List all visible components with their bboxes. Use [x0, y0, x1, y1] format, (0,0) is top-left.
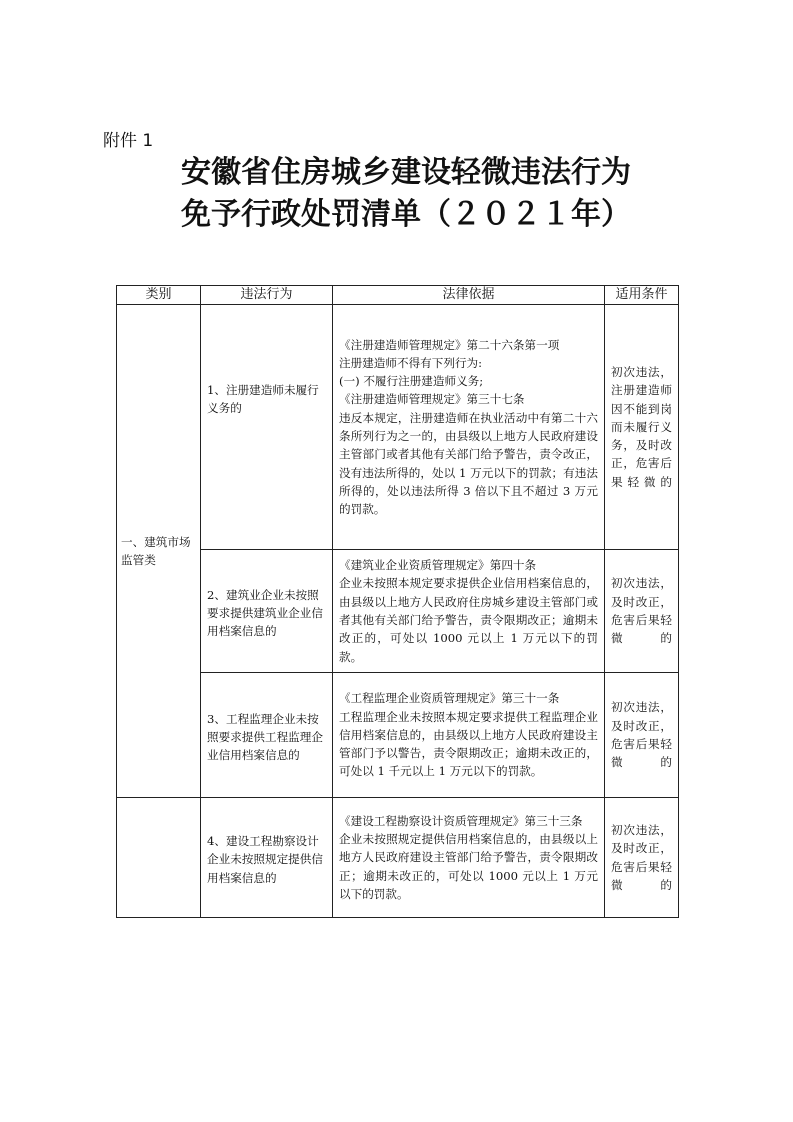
legal-basis-cell	[333, 305, 605, 550]
law-line: 《注册建造师管理规定》第三十七条	[339, 392, 525, 407]
legal-basis-cell	[333, 550, 605, 673]
law-line: 《建设工程勘察设计资质管理规定》第三十三条	[339, 813, 583, 828]
law-line: (一) 不履行注册建造师义务;	[339, 374, 484, 389]
penalty-exemption-table	[116, 285, 679, 918]
header-legal-basis: 法律依据	[333, 286, 605, 305]
category-cell: 一、建筑市场监管类	[117, 305, 201, 798]
legal-basis-cell	[333, 673, 605, 798]
table-row	[117, 305, 679, 550]
title-line-2: 免予行政处罚清单（２０２１年）	[181, 197, 631, 232]
category-cell-empty	[117, 798, 201, 918]
law-line: 企业未按照规定提供信用档案信息的，由县级以上地方人民政府建设主管部门给予警告，责令限期改正；逾期未改正的，可处以 1000 元以上 1 万元以下的罚款。	[339, 832, 598, 901]
document-title	[181, 152, 661, 236]
table-header-row	[117, 286, 679, 305]
behavior-cell: 3、工程监理企业未按照要求提供工程监理企业信用档案信息的	[201, 673, 333, 798]
table-row	[117, 798, 679, 918]
attachment-label: 附件 1	[103, 131, 154, 151]
table-row	[117, 673, 679, 798]
header-category: 类别	[117, 286, 201, 305]
behavior-cell: 4、建设工程勘察设计企业未按照规定提供信用档案信息的	[201, 798, 333, 918]
header-conditions: 适用条件	[605, 286, 679, 305]
condition-cell: 初次违法，及时改正，危害后果轻微的	[605, 550, 679, 673]
header-behavior: 违法行为	[201, 286, 333, 305]
law-line: 违反本规定，注册建造师在执业活动中有第二十六条所列行为之一的，由县级以上地方人民政府建设主管部门或者其他有关部门给予警告，责令改正，没有违法所得的，处以 1 万元以下的罚款；有违法所得的，处以违法所得 3 倍以下且不超过 3 万元的罚款。	[339, 410, 598, 517]
law-line: 企业未按照本规定要求提供企业信用档案信息的，由县级以上地方人民政府住房城乡建设主管部门或者其他有关部门给予警告，责令限期改正；逾期未改正的，可处以 1000 元以上 1 万元以下的罚款。	[339, 576, 598, 664]
table-row	[117, 550, 679, 673]
law-line: 注册建造师不得有下列行为:	[339, 355, 483, 370]
condition-cell: 初次违法，及时改正，危害后果轻微的	[605, 673, 679, 798]
law-line: 《建筑业企业资质管理规定》第四十条	[339, 558, 537, 573]
behavior-cell: 1、注册建造师未履行义务的	[201, 305, 333, 550]
law-line: 工程监理企业未按照本规定要求提供工程监理企业信用档案信息的，由县级以上地方人民政府建设主管部门予以警告，责令限期改正；逾期未改正的，可处以 1 千元以上 1 万元以下的罚款。	[339, 709, 598, 779]
title-line-1: 安徽省住房城乡建设轻微违法行为	[181, 155, 631, 190]
law-line: 《工程监理企业资质管理规定》第三十一条	[339, 691, 560, 706]
law-line: 《注册建造师管理规定》第二十六条第一项	[339, 337, 560, 352]
condition-cell: 初次违法，及时改正，危害后果轻微的	[605, 798, 679, 918]
behavior-cell: 2、建筑业企业未按照要求提供建筑业企业信用档案信息的	[201, 550, 333, 673]
legal-basis-cell	[333, 798, 605, 918]
condition-cell: 初次违法，注册建造师因不能到岗而未履行义务，及时改正，危害后果轻微的	[605, 305, 679, 550]
